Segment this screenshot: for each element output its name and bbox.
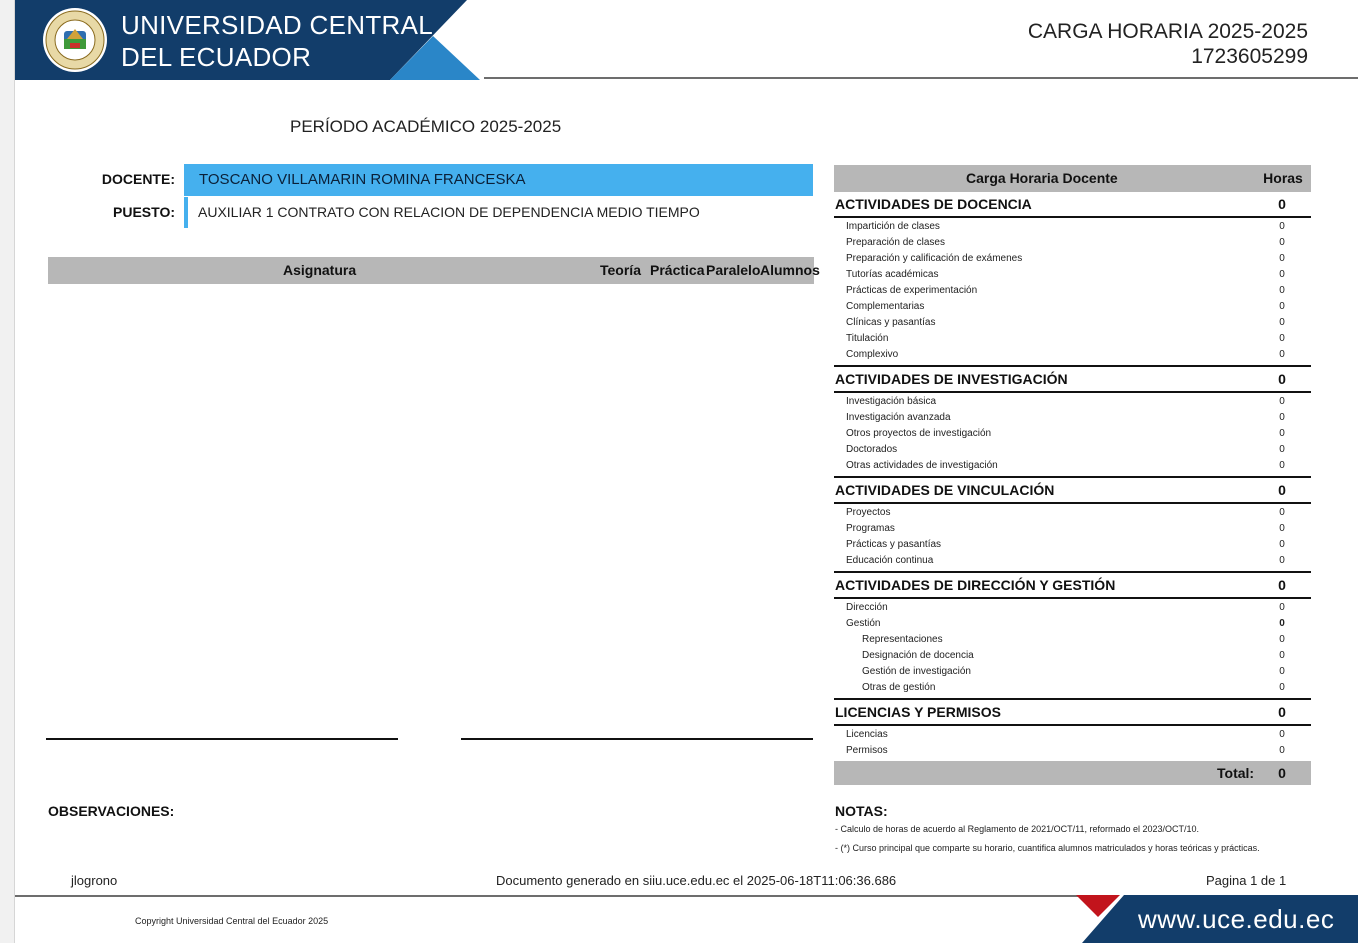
activity-hours: 0 xyxy=(1279,269,1285,280)
activity-row xyxy=(834,458,1311,474)
section-header xyxy=(834,573,1311,599)
activity-hours: 0 xyxy=(1279,317,1285,328)
total-value: 0 xyxy=(1278,765,1286,781)
activity-label: Gestión xyxy=(846,618,881,629)
column-header-practica: Práctica xyxy=(650,262,705,278)
activity-hours: 0 xyxy=(1279,729,1285,740)
activity-row xyxy=(834,632,1311,648)
carga-sections xyxy=(834,192,1311,761)
activity-label: Clínicas y pasantías xyxy=(846,317,936,328)
section-rows xyxy=(834,504,1311,573)
activity-label: Programas xyxy=(846,523,895,534)
activity-label: Proyectos xyxy=(846,507,891,518)
activity-row xyxy=(834,315,1311,331)
footer-generated-info: Documento generado en siiu.uce.edu.ec el 2025-06-18T11:06:36.686 xyxy=(496,873,897,888)
activity-hours: 0 xyxy=(1279,745,1285,756)
activity-label: Doctorados xyxy=(846,444,898,455)
activity-label: Dirección xyxy=(846,602,888,613)
activity-hours: 0 xyxy=(1279,539,1285,550)
activity-hours: 0 xyxy=(1279,333,1285,344)
nota-item: - Calculo de horas de acuerdo al Reglamento de 2021/OCT/11, reformado el 2023/OCT/10. xyxy=(835,824,1200,834)
document-id-number: 1723605299 xyxy=(1191,45,1308,68)
activity-label: Educación continua xyxy=(846,555,934,566)
activity-label: Gestión de investigación xyxy=(862,666,971,677)
activity-row xyxy=(834,616,1311,632)
footer-rule xyxy=(15,895,1095,897)
activity-row xyxy=(834,537,1311,553)
activity-hours: 0 xyxy=(1279,428,1285,439)
activity-row xyxy=(834,648,1311,664)
activity-label: Preparación de clases xyxy=(846,237,945,248)
activity-hours: 0 xyxy=(1279,682,1285,693)
asignatura-table-header xyxy=(48,257,820,284)
activity-label: Preparación y calificación de exámenes xyxy=(846,253,1023,264)
column-header-alumnos: Alumnos xyxy=(760,262,820,278)
footer-page-number: Pagina 1 de 1 xyxy=(1206,873,1287,888)
activity-label: Prácticas de experimentación xyxy=(846,285,978,296)
activity-row xyxy=(834,267,1311,283)
activity-hours: 0 xyxy=(1279,618,1285,629)
activity-label: Designación de docencia xyxy=(862,650,974,661)
activity-row xyxy=(834,727,1311,743)
activity-hours: 0 xyxy=(1279,460,1285,471)
activity-label: Impartición de clases xyxy=(846,221,940,232)
total-row xyxy=(834,761,1311,785)
footer-website-link[interactable]: www.uce.edu.ec xyxy=(1138,904,1335,934)
activity-row xyxy=(834,394,1311,410)
university-name-line1: UNIVERSIDAD CENTRAL xyxy=(121,10,433,40)
academic-period-title: PERÍODO ACADÉMICO 2025-2025 xyxy=(290,117,562,136)
section-header xyxy=(834,478,1311,504)
activity-label: Representaciones xyxy=(862,634,943,645)
total-label: Total: xyxy=(1217,765,1255,781)
section-title: LICENCIAS Y PERMISOS xyxy=(835,704,1001,720)
carga-horaria-header xyxy=(834,165,1311,192)
activity-row xyxy=(834,235,1311,251)
activity-label: Investigación avanzada xyxy=(846,412,951,423)
activity-hours: 0 xyxy=(1279,221,1285,232)
activity-row xyxy=(834,600,1311,616)
activity-label: Otras actividades de investigación xyxy=(846,460,998,471)
activity-label: Otros proyectos de investigación xyxy=(846,428,992,439)
activity-row xyxy=(834,680,1311,696)
section-hours: 0 xyxy=(1278,704,1286,720)
activity-hours: 0 xyxy=(1279,650,1285,661)
activity-label: Licencias xyxy=(846,729,888,740)
section-hours: 0 xyxy=(1278,371,1286,387)
footer-copyright: Copyright Universidad Central del Ecuador 2025 xyxy=(135,916,329,926)
activity-hours: 0 xyxy=(1279,666,1285,677)
docente-name-field: TOSCANO VILLAMARIN ROMINA FRANCESKA xyxy=(184,164,813,196)
activity-hours: 0 xyxy=(1279,634,1285,645)
activity-row xyxy=(834,347,1311,363)
signature-line-right xyxy=(461,738,813,740)
document-title: CARGA HORARIA 2025-2025 xyxy=(1027,20,1308,43)
activity-hours: 0 xyxy=(1279,507,1285,518)
activity-row xyxy=(834,521,1311,537)
activity-row xyxy=(834,442,1311,458)
carga-horaria-panel xyxy=(834,165,1311,785)
activity-label: Permisos xyxy=(846,745,888,756)
activity-hours: 0 xyxy=(1279,237,1285,248)
observaciones-label: OBSERVACIONES: xyxy=(48,803,175,819)
activity-hours: 0 xyxy=(1279,396,1285,407)
section-title: ACTIVIDADES DE DOCENCIA xyxy=(835,196,1032,212)
column-header-asignatura: Asignatura xyxy=(283,262,357,278)
activity-label: Complementarias xyxy=(846,301,925,312)
column-header-paralelo: Paralelo xyxy=(706,262,761,278)
activity-label: Investigación básica xyxy=(846,396,937,407)
section-hours: 0 xyxy=(1278,482,1286,498)
activity-hours: 0 xyxy=(1279,555,1285,566)
carga-horaria-title: Carga Horaria Docente xyxy=(966,170,1118,186)
signature-line-left xyxy=(46,738,398,740)
activity-label: Prácticas y pasantías xyxy=(846,539,942,550)
activity-hours: 0 xyxy=(1279,349,1285,360)
activity-hours: 0 xyxy=(1279,253,1285,264)
section-rows xyxy=(834,599,1311,700)
activity-label: Titulación xyxy=(846,333,889,344)
activity-hours: 0 xyxy=(1279,444,1285,455)
puesto-label: PUESTO: xyxy=(113,204,175,220)
section-rows xyxy=(834,726,1311,761)
puesto-accent-bar xyxy=(184,197,188,228)
activity-label: Otras de gestión xyxy=(862,682,936,693)
column-header-teoria: Teoría xyxy=(600,262,641,278)
activity-label: Tutorías académicas xyxy=(846,269,939,280)
activity-label: Complexivo xyxy=(846,349,899,360)
activity-row xyxy=(834,331,1311,347)
activity-row xyxy=(834,505,1311,521)
activity-hours: 0 xyxy=(1279,602,1285,613)
university-seal-icon xyxy=(42,7,108,73)
section-hours: 0 xyxy=(1278,196,1286,212)
page-left-margin xyxy=(0,0,15,943)
docente-label: DOCENTE: xyxy=(101,171,175,187)
section-rows xyxy=(834,393,1311,478)
horas-column-header: Horas xyxy=(1263,170,1303,186)
activity-row xyxy=(834,410,1311,426)
activity-row xyxy=(834,283,1311,299)
activity-row xyxy=(834,219,1311,235)
section-header xyxy=(834,700,1311,726)
activity-hours: 0 xyxy=(1279,412,1285,423)
university-name-line2: DEL ECUADOR xyxy=(121,42,312,72)
section-hours: 0 xyxy=(1278,577,1286,593)
section-rows xyxy=(834,218,1311,367)
puesto-value: AUXILIAR 1 CONTRATO CON RELACION DE DEPENDENCIA MEDIO TIEMPO xyxy=(198,204,700,220)
activity-row xyxy=(834,426,1311,442)
nota-item: - (*) Curso principal que comparte su horario, cuantifica alumnos matriculados y horas teóricas y prácticas. xyxy=(835,843,1260,853)
notas-label: NOTAS: xyxy=(835,803,888,819)
activity-row xyxy=(834,299,1311,315)
activity-hours: 0 xyxy=(1279,301,1285,312)
footer-username: jlogrono xyxy=(71,873,118,888)
section-title: ACTIVIDADES DE INVESTIGACIÓN xyxy=(835,371,1068,387)
activity-hours: 0 xyxy=(1279,285,1285,296)
section-title: ACTIVIDADES DE DIRECCIÓN Y GESTIÓN xyxy=(835,577,1116,593)
section-header xyxy=(834,192,1311,218)
section-title: ACTIVIDADES DE VINCULACIÓN xyxy=(835,482,1055,498)
activity-row xyxy=(834,553,1311,569)
section-header xyxy=(834,367,1311,393)
activity-row xyxy=(834,251,1311,267)
activity-hours: 0 xyxy=(1279,523,1285,534)
header-rule xyxy=(484,77,1358,79)
activity-row xyxy=(834,664,1311,680)
activity-row xyxy=(834,743,1311,759)
